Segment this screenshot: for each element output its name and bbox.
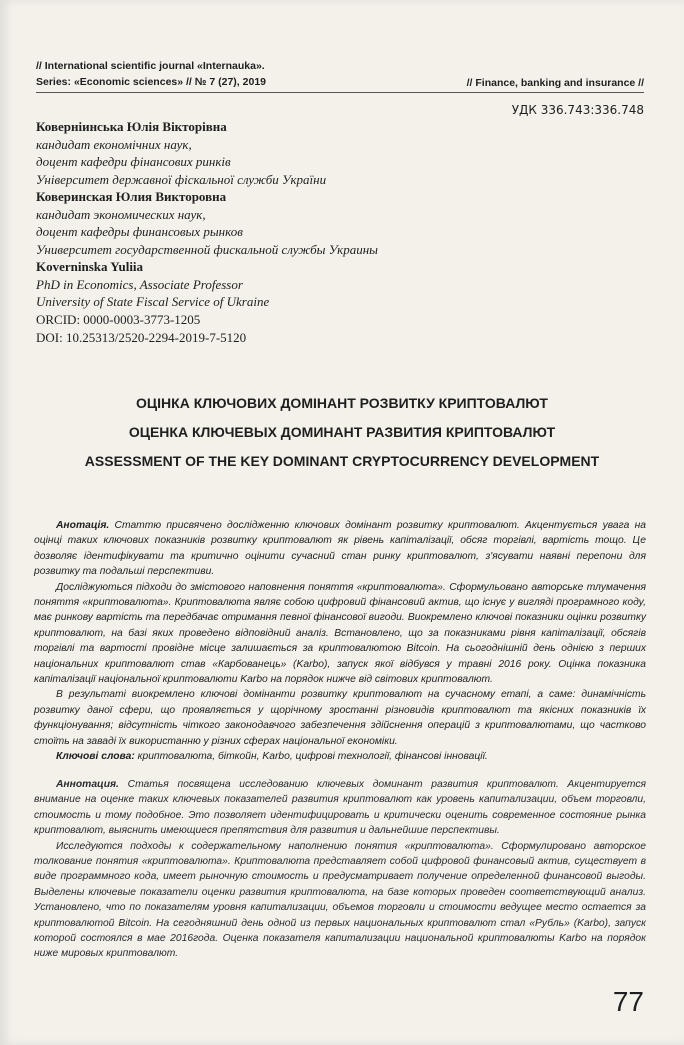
author-university-ua: Університет державної фіскальної служби України	[36, 171, 327, 187]
title-en: ASSESSMENT OF THE KEY DOMINANT CRYPTOCURRENCY DEVELOPMENT	[84, 453, 600, 469]
author-degree-ru: кандидат экономических наук,	[36, 206, 206, 222]
doi: DOI: 10.25313/2520-2294-2019-7-5120	[36, 330, 247, 345]
author-name-ru: Коверинская Юлия Викторовна	[36, 189, 227, 204]
author-degree-en: PhD in Economics, Associate Professor	[36, 276, 243, 292]
abstract-ru-paragraph-1	[34, 777, 646, 839]
abstract-ru	[34, 777, 646, 962]
title-ru: ОЦЕНКА КЛЮЧЕВЫХ ДОМИНАНТ РАЗВИТИЯ КРИПТОВАЛЮТ	[128, 424, 556, 440]
article-titles	[0, 389, 684, 476]
journal-series: Series: «Economic sciences» // № 7 (27), 2019	[36, 76, 266, 88]
author-block	[36, 118, 596, 328]
page-number: 77	[612, 986, 644, 1017]
abstract-ru-paragraph-2: Исследуются подходы к содержательному наполнению понятия «криптовалюта». Сформулировано авторское толкование понятия «криптовалюта». Криптовалюта представляет собой цифровой финансовый актив, существует в виде программного кода, имеет рыночную стоимость и предусматривает получение определенной финансовой выгоды. Выделены ключевые показатели оценки развития криптовалюта, на базе которых проведен соответствующий анализ. Установлено, что по показателям уровня капитализации, объемов торговли и стоимости ведущее место остается за криптовалютой Bitcoin. На сегодняшний день одной из первых национальных криптовалют стал «Рубль» (Karbo), запуск которой состоялся в мае 2016года. Оценка показателя капитализации национальной криптовалюты Karbo на порядок ниже мировых криптовалют.	[34, 840, 646, 960]
journal-info	[36, 58, 266, 90]
abstract-ua-paragraph-3: В результаті виокремлено ключові домінанти розвитку криптовалют на сучасному етапі, а саме: динамічність розвитку даної сфери, що проявляється у щорічному зростанні різновидів криптовалют та якісних показників їх функціонування; відсутність чіткого законодавчого забезпечення здійснення операцій з криптовалютами, що частково стоїть на заваді їх використанню у різних сферах національної економіки.	[34, 689, 646, 747]
author-university-en: University of State Fiscal Service of Ukraine	[36, 294, 270, 309]
author-orcid: ORCID: 0000-0003-3773-1205	[36, 311, 201, 327]
keywords-ua-label: Ключові слова:	[56, 751, 135, 763]
author-position-ua: доцент кафедри фінансових ринків	[36, 154, 231, 169]
author-position-ru: доцент кафедры финансовых рынков	[36, 224, 243, 239]
abstract-ua-paragraph-1	[34, 518, 646, 580]
title-ua: ОЦІНКА КЛЮЧОВИХ ДОМІНАНТ РОЗВИТКУ КРИПТОВАЛЮТ	[136, 395, 548, 411]
abstract-ua-label: Анотація.	[56, 520, 110, 531]
abstract-ua-text-1: Статтю присвячено дослідженню ключових домінант розвитку криптовалют. Акцентується увага на оцінці таких ключових показників розвитку криптовалют як рівень капіталізації, обсяг торгівлі, вартість тощо. Це дозволяє ідентифікувати та критично оцінити сучасний стан ринку криптовалют, з'ясувати наявні перепони для розвитку та подальші перспективи.	[34, 520, 646, 578]
header-divider	[36, 92, 644, 93]
author-name-ua: Коверніинська Юлія Вікторівна	[36, 119, 227, 134]
abstract-ru-text-1: Статья посвящена исследованию ключевых доминант развития криптовалют. Акцентируется внимание на оценке таких ключевых показателей развития криптовалют как уровень капитализации, объем торговли, стоимость и тому подобное. Это позволяет идентифицировать и критически оценить современное состояние рынка криптовалют, выяснить имеющиеся препятствия для развития и дальнейшие перспективы.	[34, 779, 646, 837]
journal-section: // Finance, banking and insurance //	[466, 77, 644, 89]
keywords-ua-text: криптовалюта, біткойн, Karbo, цифрові технології, фінансові інновації.	[134, 751, 488, 763]
keywords-ua	[34, 749, 646, 764]
journal-title: // International scientific journal «Internauka».	[36, 60, 265, 72]
running-header	[36, 58, 644, 90]
abstract-ru-label: Аннотация.	[56, 779, 119, 790]
author-university-ru: Университет государственной фискальной службы Украины	[36, 241, 378, 257]
udk-code: УДК 336.743:336.748	[511, 103, 644, 117]
abstract-ua-paragraph-2: Досліджуються підходи до змістового наповнення поняття «криптовалюта». Сформульовано авторське тлумачення поняття «криптовалюта». Криптовалюта являє собою цифровий фінансовий актив, що існує у вигляді програмного коду, має ринкову вартість та передбачає отримання певної фінансової вигоди. Виокремлено ключові показники оцінки розвитку криптовалют, на базі яких проведено відповідний аналіз. Встановлено, що за показниками рівня капіталізації, обсягів торгівлі та вартості провідне місце залишається за криптовалютою Bitcoin. На сьогоднішній день однією з перших національних криптовалют став «Карбованець» (Karbo), запуск якої відбувся у травні 2016 року. Оцінка показника капіталізації національної криптовалюти Karbo на порядок нижче від світових криптовалют.	[34, 581, 646, 686]
author-degree-ua: кандидат економічних наук,	[36, 136, 192, 152]
author-name-en: Koverninska Yuliia	[36, 259, 144, 274]
abstract-ua	[34, 518, 646, 765]
